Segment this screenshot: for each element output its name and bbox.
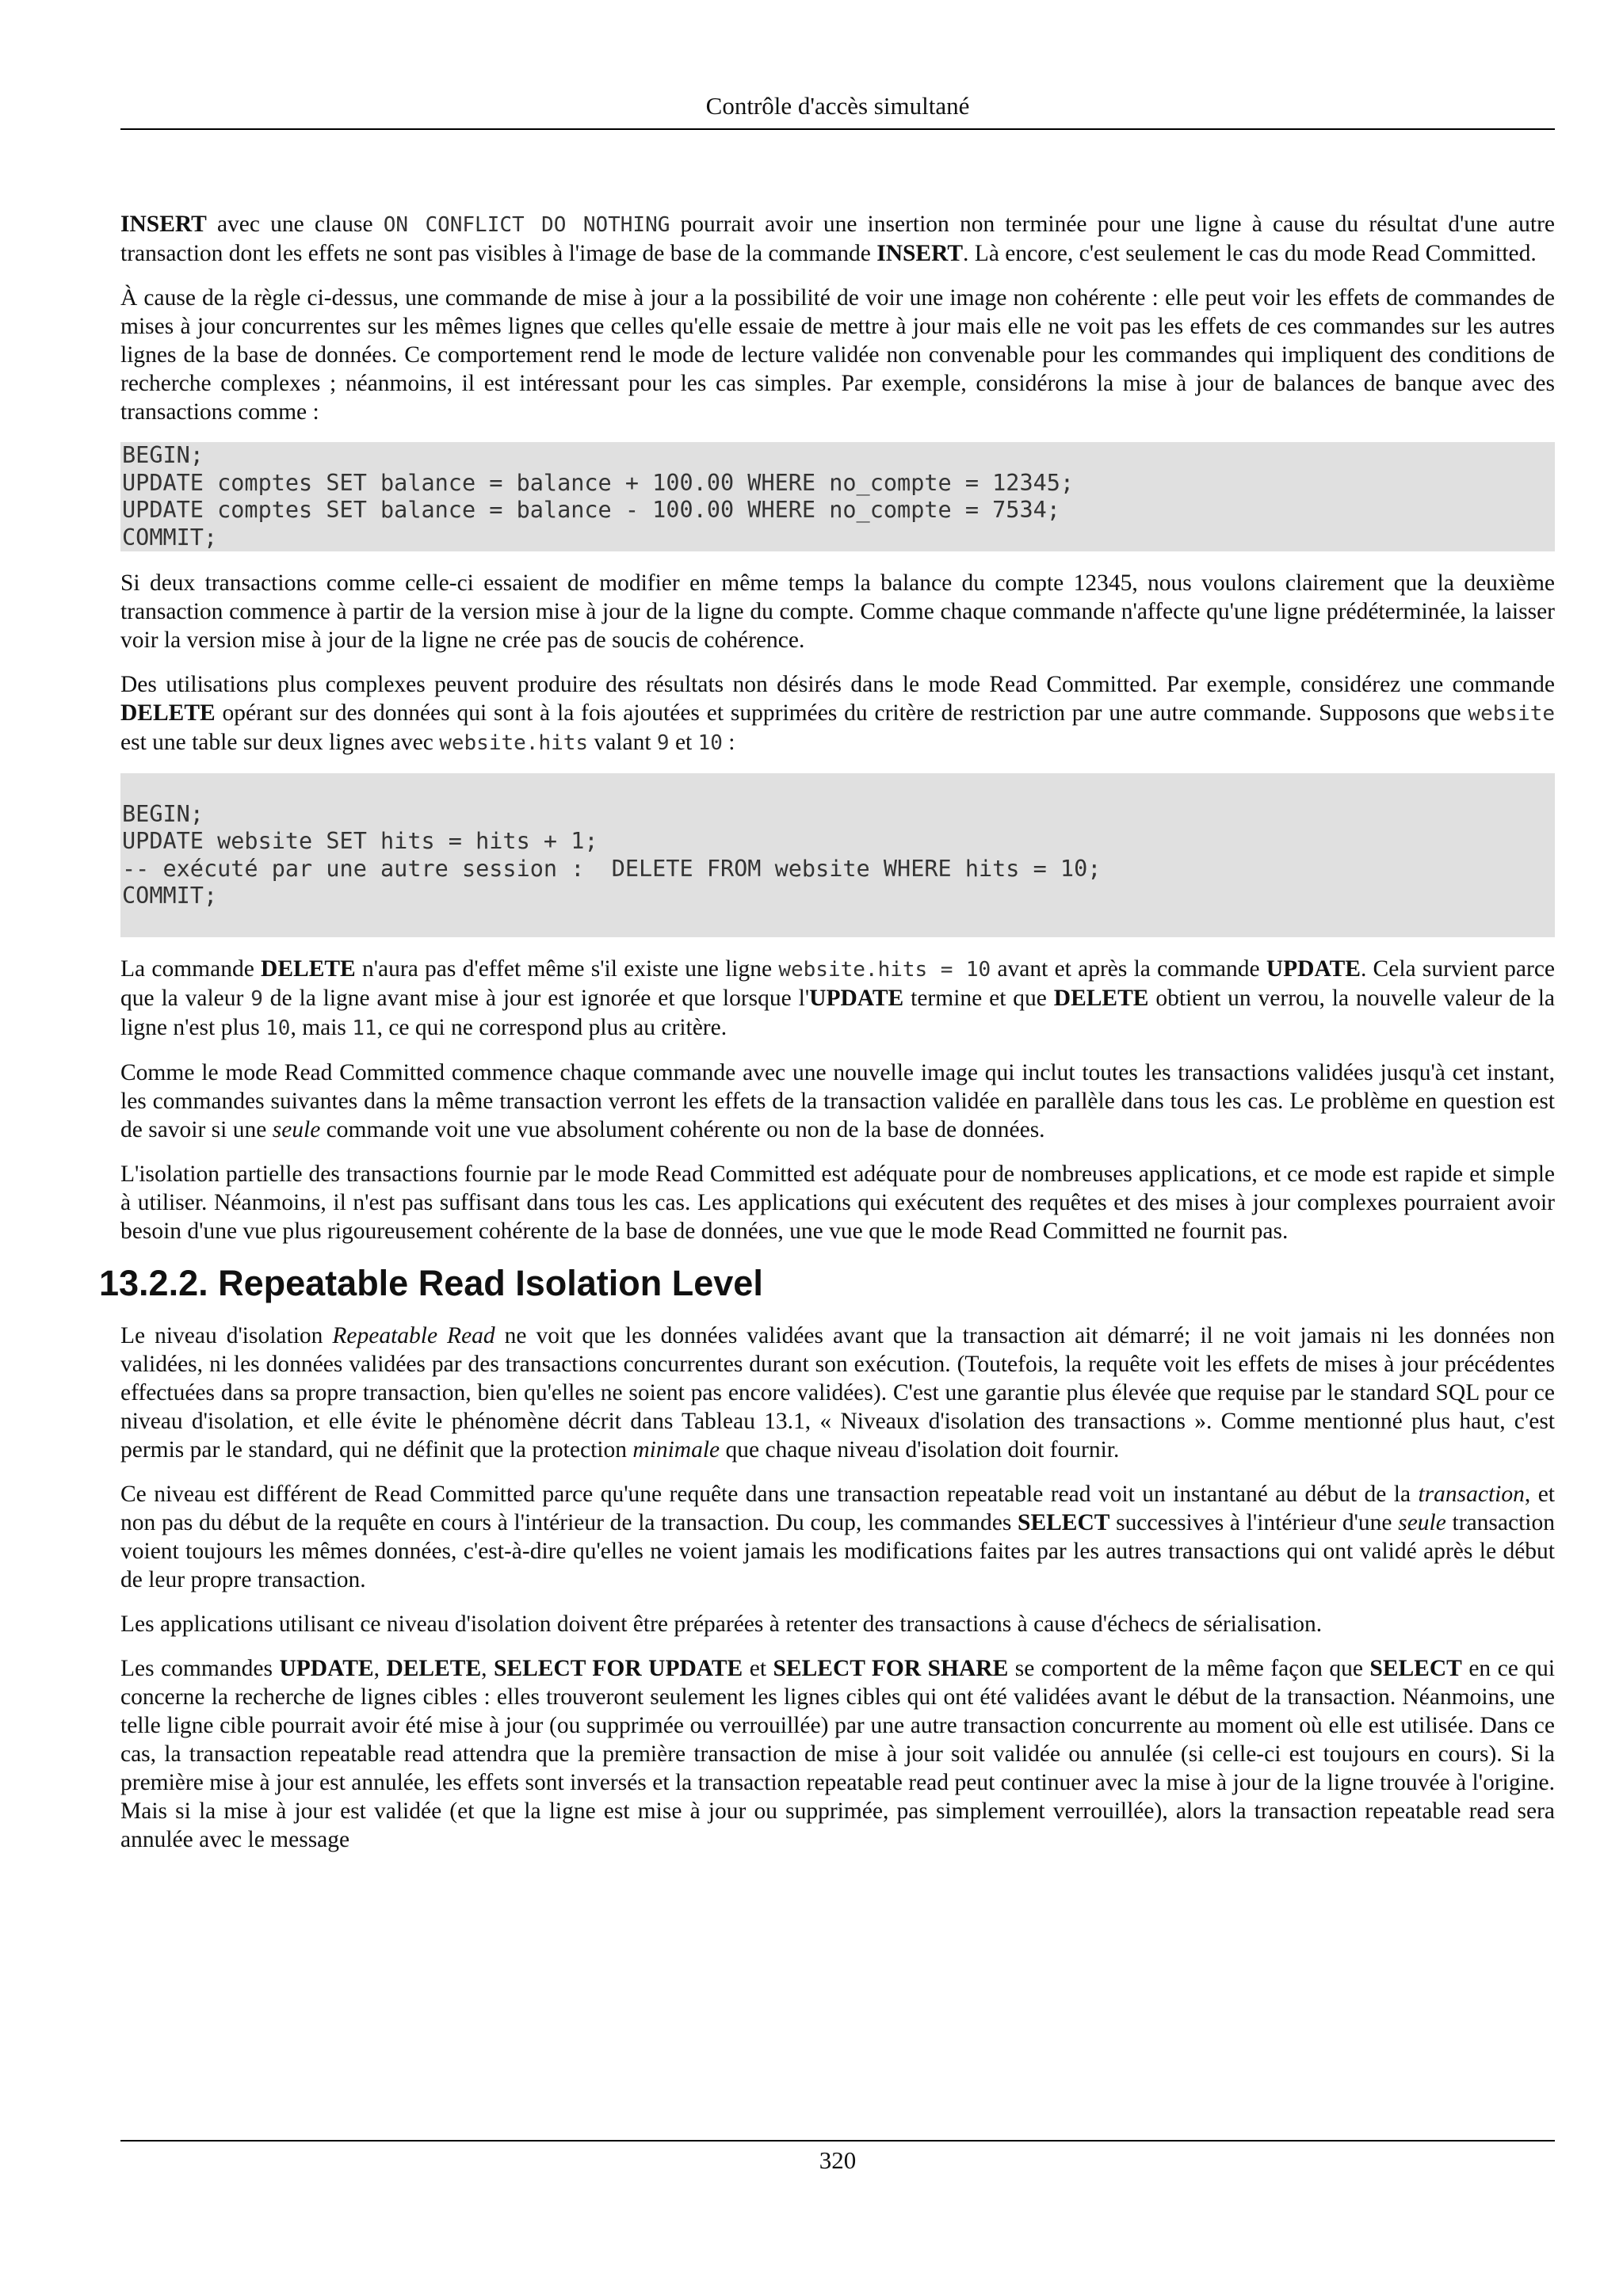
keyword-update: UPDATE — [279, 1656, 374, 1681]
code-line: -- exécuté par une autre session : DELETE FROM website WHERE hits = 10; — [122, 855, 1102, 882]
paragraph-retry: Les applications utilisant ce niveau d'isolation doivent être préparées à retenter des transactions à cause d'échecs de sérialisation. — [120, 1611, 1323, 1637]
paragraph-inconsistent-image: À cause de la règle ci-dessus, une commande de mise à jour a la possibilité de voir une image non cohérente : elle peut voir les effets de commandes de mises à jour concurrentes sur les mêmes lignes que celles qu'elle essaie de mettre à jour mais elle ne voit pas les effets de ces commandes sur les autres lignes de la base de données. Ce comportement rend le mode de lecture validée non convenable pour les commandes qui impliquent des conditions de recherche complexes ; néanmoins, il est intéressant pour les cas simples. Par exemple, considérons la mise à jour de balances de banque avec des transactions comme : — [120, 285, 1555, 425]
inline-code: 9 — [250, 987, 263, 1011]
paragraph-insert-conflict — [120, 210, 1555, 268]
text-span: que chaque niveau d'isolation doit fournir. — [720, 1437, 1120, 1463]
paragraph-two-transactions: Si deux transactions comme celle-ci essaient de modifier en même temps la balance du compte 12345, nous voulons clairement que la deuxième transaction commence à partir de la version mise à jour de la ligne du compte. Comme chaque commande n'affecte qu'une ligne prédéterminée, la laisser voir la version mise à jour de la ligne ne crée pas de soucis de cohérence. — [120, 570, 1555, 653]
text-span: successives à l'intérieur d'une — [1109, 1510, 1399, 1535]
text-span: avant et après la commande — [991, 956, 1266, 982]
paragraph-repeatable-read-def — [120, 1322, 1555, 1464]
text-span: : — [722, 730, 735, 755]
keyword-delete: DELETE — [120, 700, 216, 726]
code-blank-line — [122, 910, 1553, 938]
page-content — [99, 210, 1556, 1870]
inline-code: website — [1468, 702, 1555, 726]
text-span: se comportent de la même façon que — [1008, 1656, 1370, 1681]
text-span: , et non pas du début de la requête en cours à l'intérieur de la transaction. Du coup, les commandes — [120, 1482, 1555, 1535]
text-span: en ce qui concerne la recherche de lignes cibles : elles trouveront seulement les lignes cibles qui ont été validées avant le début de la transaction. Néanmoins, une telle ligne cible pourrait avoir été mise à jour (ou supprimée ou verrouillée) par une autre transaction concurrente au moment où elle est utilisée. Dans ce cas, la transaction repeatable read attendra que la première transaction de mise à jour soit validée ou annulée (si celle-ci est toujours en cours). Si la première mise à jour est annulée, les effets sont inversés et la transaction repeatable read peut continuer avec la mise à jour de la ligne trouvée à l'origine. Mais si la mise à jour est validée (et que la ligne est mise à jour ou supprimée, pas simplement verrouillée), alors la transaction repeatable read sera annulée avec le message — [120, 1656, 1556, 1852]
text-span: Le niveau d'isolation — [120, 1323, 333, 1348]
text-span: , — [373, 1656, 387, 1681]
paragraph-update-behaviour — [120, 1654, 1555, 1854]
keyword-delete: DELETE — [261, 956, 356, 982]
text-span: , ce qui ne correspond plus au critère. — [376, 1015, 727, 1040]
text-span: transaction voient toujours les mêmes données, c'est-à-dire qu'elles ne voient jamais les modifications faites par les autres transactions qui ont validé après le début de leur propre transaction. — [120, 1510, 1555, 1592]
text-span: obtient un verrou, la nouvelle valeur de la ligne n'est plus — [120, 986, 1556, 1040]
inline-code: 11 — [352, 1016, 377, 1040]
keyword-delete: DELETE — [1053, 986, 1149, 1011]
keyword-select-for-share: SELECT FOR SHARE — [773, 1656, 1009, 1681]
footer-rule — [120, 2140, 1555, 2142]
code-block-website-hits — [120, 773, 1555, 937]
code-line: COMMIT; — [122, 524, 218, 551]
inline-code: website.hits = 10 — [778, 958, 991, 982]
text-span: valant — [588, 730, 657, 755]
text-span: . Cela survient parce que la valeur — [120, 956, 1556, 1011]
keyword-insert: INSERT — [876, 241, 964, 266]
emphasis: seule — [1398, 1510, 1446, 1535]
text-span: n'aura pas d'effet même s'il existe une ligne — [355, 956, 779, 982]
inline-code: 9 — [656, 731, 670, 755]
text-span: commande voit une vue absolument cohérente ou non de la base de données. — [320, 1117, 1045, 1142]
text-span: pourrait avoir une insertion non terminée pour une ligne à cause du résultat d'une autre transaction dont les effets ne sont pas visibles à l'image de base de la commande — [120, 212, 1555, 266]
running-header: Contrôle d'accès simultané — [705, 92, 970, 120]
text-span: est une table sur deux lignes avec — [120, 730, 440, 755]
text-span: termine et que — [903, 986, 1054, 1011]
inline-code: website.hits — [439, 731, 589, 755]
keyword-update: UPDATE — [1266, 956, 1361, 982]
text-span: et — [669, 730, 698, 755]
text-span: Les commandes — [120, 1656, 280, 1681]
code-block-bank-transfer — [120, 442, 1555, 551]
keyword-select: SELECT — [1018, 1510, 1110, 1535]
code-line: BEGIN; — [122, 442, 204, 468]
keyword-select-for-update: SELECT FOR UPDATE — [494, 1656, 743, 1681]
code-line: UPDATE website SET hits = hits + 1; — [122, 828, 598, 854]
header-rule — [120, 128, 1555, 130]
text-span: avec une clause — [206, 212, 384, 237]
text-span: Comme le mode Read Committed commence chaque commande avec une nouvelle image qui inclut toutes les transactions validées jusqu'à cet instant, les commandes suivantes dans la même transaction verront les effets de la transaction validée en parallèle dans tous les cas. Le problème en question est de savoir si une — [120, 1060, 1555, 1142]
emphasis: transaction — [1418, 1482, 1525, 1507]
emphasis: minimale — [632, 1437, 720, 1463]
keyword-insert: INSERT — [120, 212, 207, 237]
code-line: UPDATE comptes SET balance = balance - 100.00 WHERE no_compte = 7534; — [122, 497, 1060, 523]
inline-code: 10 — [697, 731, 723, 755]
emphasis: Repeatable Read — [332, 1323, 495, 1348]
page-number: 320 — [819, 2146, 857, 2174]
text-span: opérant sur des données qui sont à la fois ajoutées et supprimées du critère de restriction par une autre commande. Supposons que — [215, 700, 1468, 726]
text-span: , — [481, 1656, 495, 1681]
keyword-select: SELECT — [1369, 1656, 1462, 1681]
inline-code: 10 — [265, 1016, 291, 1040]
code-line: COMMIT; — [122, 883, 218, 909]
keyword-delete: DELETE — [386, 1656, 482, 1681]
code-blank-line — [122, 773, 1553, 801]
paragraph-new-image — [120, 1058, 1555, 1144]
text-span: La commande — [120, 956, 262, 982]
paragraph-snapshot-difference — [120, 1480, 1555, 1594]
paragraph-delete-effect — [120, 955, 1555, 1043]
text-span: ne voit que les données validées avant que la transaction ait démarré; il ne voit jamais ni les données non validées, ni les données validées par des transactions concurrentes durant son exécution. (Toutefois, la requête voit les effets de mises à jour précédentes effectuées dans sa propre transaction, bien qu'elles ne soient pas encore validées). C'est une garantie plus élevée que requise par le standard SQL pour ce niveau d'isolation, et elle évite le phénomène décrit dans Tableau 13.1, « Niveaux d'isolation des transactions ». Comme mentionné plus haut, c'est permis par le standard, qui ne définit que la protection — [120, 1323, 1555, 1463]
code-line: BEGIN; — [122, 800, 204, 827]
section-heading: 13.2.2. Repeatable Read Isolation Level — [99, 1263, 763, 1303]
text-span: . Là encore, c'est seulement le cas du mode Read Committed. — [963, 241, 1537, 266]
text-span: Ce niveau est différent de Read Committed parce qu'une requête dans une transaction repeatable read voit un instantané au début de la — [120, 1482, 1419, 1507]
keyword-update: UPDATE — [809, 986, 904, 1011]
code-line: UPDATE comptes SET balance = balance + 100.00 WHERE no_compte = 12345; — [122, 469, 1075, 496]
emphasis: seule — [272, 1117, 321, 1142]
text-span: , mais — [290, 1015, 353, 1040]
paragraph-complex-usage — [120, 670, 1555, 757]
text-span: de la ligne avant mise à jour est ignorée et que lorsque l' — [262, 986, 810, 1011]
text-span: et — [743, 1656, 773, 1681]
paragraph-partial-isolation: L'isolation partielle des transactions fournie par le mode Read Committed est adéquate pour de nombreuses applications, et ce mode est rapide et simple à utiliser. Néanmoins, il n'est pas suffisant dans tous les cas. Les applications qui exécutent des requêtes et des mises à jour complexes pourraient avoir besoin d'une vue plus rigoureusement cohérente de la base de données, une vue que le mode Read Committed ne fournit pas. — [120, 1161, 1555, 1244]
inline-code: ON CONFLICT DO NOTHING — [383, 213, 670, 237]
text-span: Des utilisations plus complexes peuvent produire des résultats non désirés dans le mode Read Committed. Par exemple, considérez une commande — [120, 672, 1555, 697]
